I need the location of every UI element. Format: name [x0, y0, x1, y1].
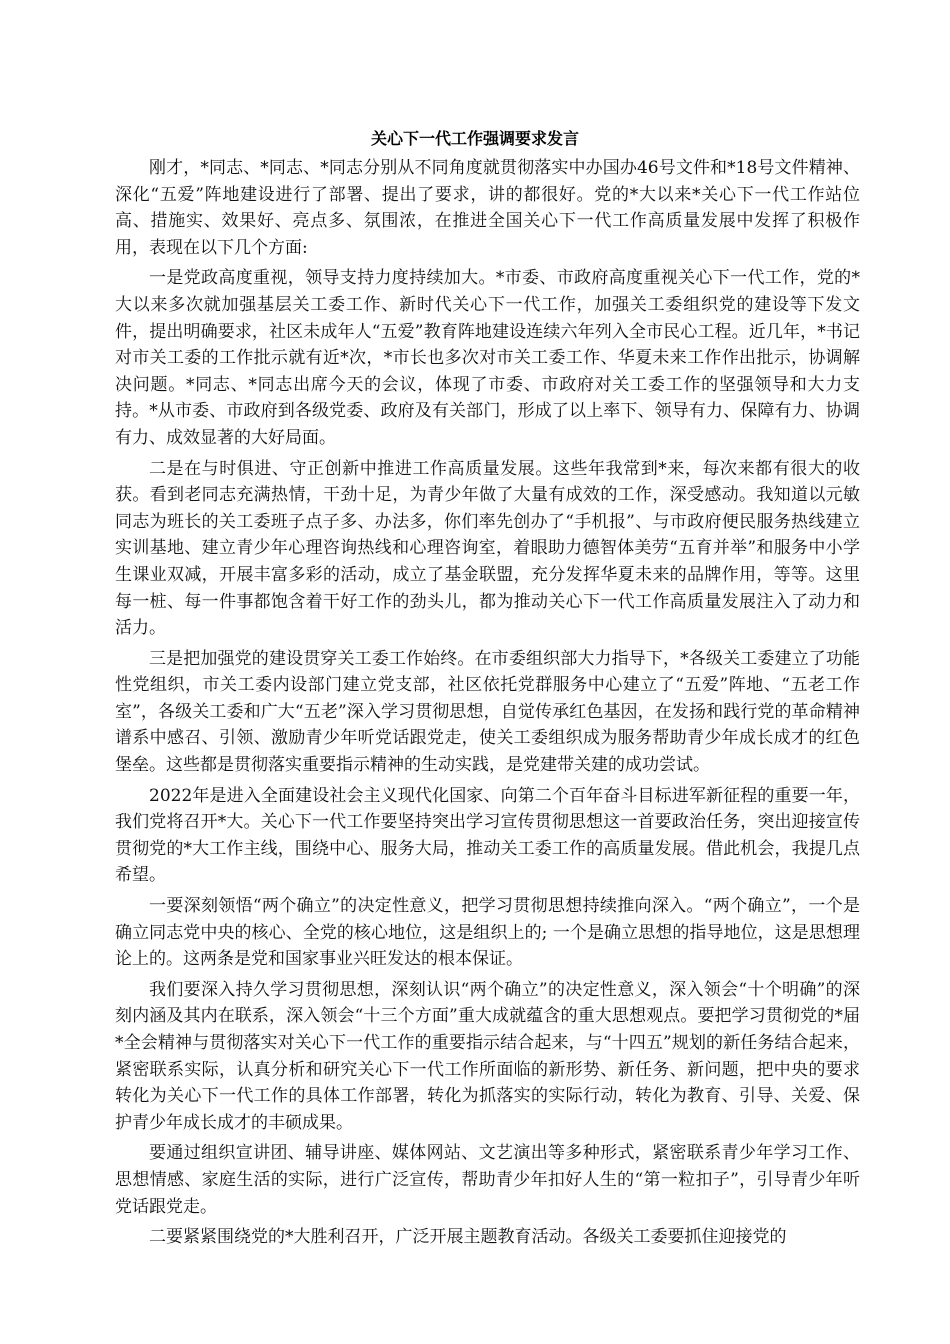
paragraph: 三是把加强党的建设贯穿关工委工作始终。在市委组织部大力指导下，*各级关工委建立了功能性党组织，市关工委内设部门建立党支部，社区依托党群服务中心建立了“五爱”阵地、“五老工作室”，各级关工委和广大“五老”深入学习贯彻思想，自觉传承红色基因，在发扬和践行党的革命精神谱系中感召、引领、激励青少年听党话跟党走，使关工委组织成为服务帮助青少年成长成才的红色堡垒。这些都是贯彻落实重要指示精神的生动实践，是党建带关建的成功尝试。 — [115, 648, 860, 776]
document-title: 关心下一代工作强调要求发言 — [370, 129, 579, 148]
document-body — [115, 155, 860, 1255]
paragraph: 二要紧紧围绕党的*大胜利召开，广泛开展主题教育活动。各级关工委要抓住迎接党的 — [149, 1227, 787, 1248]
paragraph: 一要深刻领悟“两个确立”的决定性意义，把学习贯彻思想持续推向深入。“两个确立”，一个是确立同志党中央的核心、全党的核心地位，这是组织上的; 一个是确立思想的指导地位，这是思想理论上的。这两条是党和国家事业兴旺发达的根本保证。 — [115, 896, 860, 970]
paragraph: 我们要深入持久学习贯彻思想，深刻认识“两个确立”的决定性意义，深入领会“十个明确”的深刻内涵及其内在联系，深入领会“十三个方面”重大成就蕴含的重大思想观点。要把学习贯彻党的*届*全会精神与贯彻落实对关心下一代工作的重要指示结合起来，与“十四五”规划的新任务结合起来，紧密联系实际，认真分析和研究关心下一代工作所面临的新形势、新任务、新问题，把中央的要求转化为关心下一代工作的具体工作部署，转化为抓落实的实际行动，转化为教育、引导、关爱、保护青少年成长成才的丰硕成果。 — [115, 979, 860, 1133]
paragraph: 要通过组织宣讲团、辅导讲座、媒体网站、文艺演出等多种形式，紧密联系青少年学习工作、思想情感、家庭生活的实际，进行广泛宣传，帮助青少年扣好人生的“第一粒扣子”，引导青少年听党话跟党走。 — [115, 1143, 860, 1217]
paragraph: 刚才，*同志、*同志、*同志分别从不同角度就贯彻落实中办国办46号文件和*18号文件精神、深化“五爱”阵地建设进行了部署、提出了要求，讲的都很好。党的*大以来*关心下一代工作站位高、措施实、效果好、亮点多、氛围浓，在推进全国关心下一代工作高质量发展中发挥了积极作用，表现在以下几个方面: — [115, 158, 860, 258]
paragraph: 2022年是进入全面建设社会主义现代化国家、向第二个百年奋斗目标进军新征程的重要一年，我们党将召开*大。关心下一代工作要坚持突出学习宣传贯彻思想这一首要政治任务，突出迎接宣传贯彻党的*大工作主线，围绕中心、服务大局，推动关工委工作的高质量发展。借此机会，我提几点希望。 — [115, 785, 860, 886]
paragraph: 二是在与时俱进、守正创新中推进工作高质量发展。这些年我常到*来，每次来都有很大的收获。看到老同志充满热情，干劲十足，为青少年做了大量有成效的工作，深受感动。我知道以元敏同志为班长的关工委班子点子多、办法多，你们率先创办了“手机报”、与市政府便民服务热线建立实训基地、建立青少年心理咨询热线和心理咨询室，着眼助力德智体美劳“五育并举”和服务中小学生课业双减，开展丰富多彩的活动，成立了基金联盟，充分发挥华夏未来的品牌作用，等等。这里每一桩、每一件事都饱含着干好工作的劲头儿，都为推动关心下一代工作高质量发展注入了动力和活力。 — [115, 458, 860, 639]
paragraph: 一是党政高度重视，领导支持力度持续加大。*市委、市政府高度重视关心下一代工作，党的*大以来多次就加强基层关工委工作、新时代关心下一代工作，加强关工委组织党的建设等下发文件，提出明确要求，社区未成年人“五爱”教育阵地建设连续六年列入全市民心工程。近几年，*书记对市关工委的工作批示就有近*次，*市长也多次对市关工委工作、华夏未来工作作出批示，协调解决问题。*同志、*同志出席今天的会议，体现了市委、市政府对关工委工作的坚强领导和大力支持。*从市委、市政府到各级党委、政府及有关部门，形成了以上率下、领导有力、保障有力、协调有力、成效显著的大好局面。 — [115, 268, 860, 448]
